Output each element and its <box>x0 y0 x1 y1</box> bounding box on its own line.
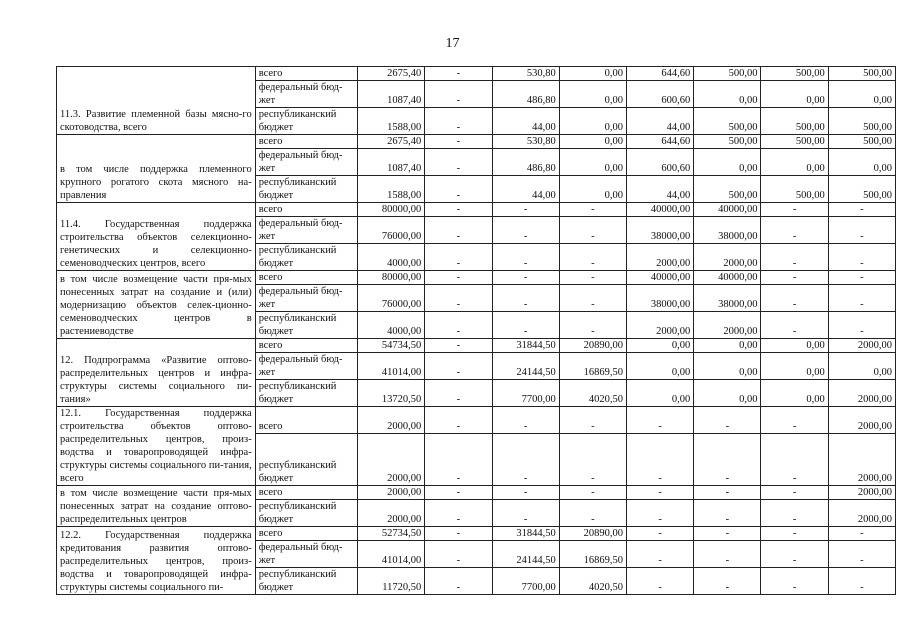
value-cell-col-5: 40000,00 <box>627 203 694 217</box>
value-cell-col-2: - <box>425 149 492 176</box>
value-cell-col-5: 600,60 <box>627 81 694 108</box>
measure-name-cell: 12. Подпрограмма «Развитие оптово-распределительных центров и инфра-структуры системы социального пи-тания» <box>57 339 256 407</box>
value-cell-col-6: 40000,00 <box>694 203 761 217</box>
value-cell-col-6: - <box>694 407 761 434</box>
value-cell-col-4: 20890,00 <box>559 339 626 353</box>
value-cell-col-5: 0,00 <box>627 380 694 407</box>
value-cell-col-7: - <box>761 217 828 244</box>
value-cell-col-7: - <box>761 486 828 500</box>
value-cell-col-2: - <box>425 285 492 312</box>
value-cell-col-4: 4020,50 <box>559 568 626 595</box>
value-cell-col-8: - <box>828 285 895 312</box>
value-cell-col-4: - <box>559 203 626 217</box>
value-cell-col-4: 0,00 <box>559 67 626 81</box>
value-cell-col-8: 0,00 <box>828 149 895 176</box>
value-cell-col-5: 38000,00 <box>627 285 694 312</box>
funding-source-cell: федеральный бюд-жет <box>255 541 357 568</box>
value-cell-col-2: - <box>425 176 492 203</box>
value-cell-col-3: - <box>492 217 559 244</box>
value-cell-col-3: 530,80 <box>492 135 559 149</box>
value-cell-col-8: 500,00 <box>828 67 895 81</box>
value-cell-col-5: 2000,00 <box>627 244 694 271</box>
value-cell-col-7: - <box>761 500 828 527</box>
value-cell-col-5: 0,00 <box>627 339 694 353</box>
value-cell-col-4: - <box>559 500 626 527</box>
table-row <box>57 67 896 81</box>
value-cell-col-5: - <box>627 433 694 485</box>
value-cell-col-8: 0,00 <box>828 353 895 380</box>
value-cell-col-6: 0,00 <box>694 149 761 176</box>
value-cell-col-8: 2000,00 <box>828 433 895 485</box>
value-cell-col-4: - <box>559 217 626 244</box>
value-cell-col-5: 44,00 <box>627 108 694 135</box>
value-cell-col-7: - <box>761 312 828 339</box>
value-cell-col-7: - <box>761 203 828 217</box>
value-cell-total: 52734,50 <box>358 527 425 541</box>
funding-source-cell: всего <box>255 271 357 285</box>
funding-source-cell: республиканский бюджет <box>255 500 357 527</box>
funding-source-cell: всего <box>255 135 357 149</box>
value-cell-col-7: 500,00 <box>761 135 828 149</box>
value-cell-col-3: 24144,50 <box>492 541 559 568</box>
value-cell-col-3: 44,00 <box>492 176 559 203</box>
value-cell-col-5: - <box>627 541 694 568</box>
value-cell-col-2: - <box>425 135 492 149</box>
value-cell-col-7: 0,00 <box>761 149 828 176</box>
measure-name-cell: 11.3. Развитие племенной базы мясно-го скотоводства, всего <box>57 67 256 135</box>
value-cell-col-8: 2000,00 <box>828 380 895 407</box>
value-cell-total: 4000,00 <box>358 244 425 271</box>
value-cell-col-8: - <box>828 527 895 541</box>
value-cell-col-2: - <box>425 486 492 500</box>
value-cell-col-8: - <box>828 541 895 568</box>
funding-source-cell: республиканский бюджет <box>255 176 357 203</box>
value-cell-col-5: 0,00 <box>627 353 694 380</box>
value-cell-col-7: - <box>761 285 828 312</box>
value-cell-col-8: 2000,00 <box>828 500 895 527</box>
value-cell-col-2: - <box>425 271 492 285</box>
value-cell-col-4: 0,00 <box>559 149 626 176</box>
value-cell-col-2: - <box>425 203 492 217</box>
funding-source-cell: республиканский бюджет <box>255 568 357 595</box>
value-cell-col-6: 0,00 <box>694 380 761 407</box>
page-number: 17 <box>445 36 460 51</box>
value-cell-col-3: 486,80 <box>492 81 559 108</box>
value-cell-col-3: - <box>492 486 559 500</box>
value-cell-col-5: - <box>627 486 694 500</box>
value-cell-total: 4000,00 <box>358 312 425 339</box>
measure-name-cell: в том числе возмещение части пря-мых понесенных затрат на создание и (или) модернизацию объектов селек-ционно-семеноводческих центров в растениеводстве <box>57 271 256 339</box>
value-cell-col-2: - <box>425 407 492 434</box>
measure-name-cell: в том числе возмещение части пря-мых понесенных затрат на создание оптово-распределительных центров <box>57 486 256 527</box>
value-cell-col-7: - <box>761 433 828 485</box>
value-cell-col-7: 500,00 <box>761 108 828 135</box>
value-cell-col-6: - <box>694 568 761 595</box>
value-cell-total: 80000,00 <box>358 203 425 217</box>
value-cell-col-6: 2000,00 <box>694 312 761 339</box>
value-cell-col-5: 644,60 <box>627 67 694 81</box>
value-cell-col-7: - <box>761 407 828 434</box>
funding-source-cell: федеральный бюд-жет <box>255 149 357 176</box>
value-cell-col-5: 40000,00 <box>627 271 694 285</box>
value-cell-col-2: - <box>425 500 492 527</box>
funding-source-cell: федеральный бюд-жет <box>255 81 357 108</box>
value-cell-col-3: - <box>492 500 559 527</box>
value-cell-total: 2000,00 <box>358 433 425 485</box>
funding-source-cell: всего <box>255 339 357 353</box>
table-row <box>57 135 896 149</box>
value-cell-col-3: - <box>492 203 559 217</box>
funding-source-cell: всего <box>255 203 357 217</box>
value-cell-col-4: 16869,50 <box>559 353 626 380</box>
value-cell-total: 2000,00 <box>358 486 425 500</box>
value-cell-col-4: 0,00 <box>559 135 626 149</box>
value-cell-col-4: 16869,50 <box>559 541 626 568</box>
value-cell-col-4: - <box>559 312 626 339</box>
value-cell-col-7: 500,00 <box>761 67 828 81</box>
value-cell-col-4: - <box>559 285 626 312</box>
value-cell-total: 2000,00 <box>358 500 425 527</box>
value-cell-col-5: 2000,00 <box>627 312 694 339</box>
value-cell-total: 41014,00 <box>358 541 425 568</box>
value-cell-col-3: 44,00 <box>492 108 559 135</box>
value-cell-total: 1588,00 <box>358 176 425 203</box>
value-cell-col-8: - <box>828 203 895 217</box>
value-cell-col-3: 7700,00 <box>492 568 559 595</box>
value-cell-col-6: 40000,00 <box>694 271 761 285</box>
table-row <box>57 527 896 541</box>
value-cell-col-4: - <box>559 244 626 271</box>
value-cell-col-3: 31844,50 <box>492 339 559 353</box>
value-cell-col-6: - <box>694 433 761 485</box>
funding-source-cell: республиканский бюджет <box>255 380 357 407</box>
value-cell-col-8: 2000,00 <box>828 486 895 500</box>
value-cell-col-2: - <box>425 527 492 541</box>
value-cell-total: 54734,50 <box>358 339 425 353</box>
value-cell-col-5: 38000,00 <box>627 217 694 244</box>
value-cell-col-8: - <box>828 217 895 244</box>
value-cell-col-7: 0,00 <box>761 353 828 380</box>
value-cell-col-8: 2000,00 <box>828 339 895 353</box>
value-cell-total: 13720,50 <box>358 380 425 407</box>
value-cell-col-8: - <box>828 244 895 271</box>
value-cell-col-6: 0,00 <box>694 81 761 108</box>
value-cell-col-6: 500,00 <box>694 108 761 135</box>
value-cell-col-6: 500,00 <box>694 135 761 149</box>
funding-source-cell: федеральный бюд-жет <box>255 217 357 244</box>
funding-source-cell: республиканский бюджет <box>255 244 357 271</box>
value-cell-total: 80000,00 <box>358 271 425 285</box>
value-cell-col-7: 500,00 <box>761 176 828 203</box>
value-cell-col-3: - <box>492 407 559 434</box>
value-cell-col-6: 0,00 <box>694 339 761 353</box>
value-cell-col-4: - <box>559 486 626 500</box>
value-cell-col-2: - <box>425 81 492 108</box>
value-cell-col-6: - <box>694 541 761 568</box>
value-cell-col-3: - <box>492 285 559 312</box>
value-cell-col-2: - <box>425 380 492 407</box>
value-cell-total: 76000,00 <box>358 217 425 244</box>
value-cell-col-7: - <box>761 541 828 568</box>
value-cell-col-5: - <box>627 407 694 434</box>
value-cell-col-2: - <box>425 67 492 81</box>
value-cell-col-3: 24144,50 <box>492 353 559 380</box>
value-cell-col-4: 0,00 <box>559 108 626 135</box>
value-cell-col-8: 2000,00 <box>828 407 895 434</box>
value-cell-col-2: - <box>425 568 492 595</box>
value-cell-col-5: 44,00 <box>627 176 694 203</box>
table-row <box>57 486 896 500</box>
value-cell-col-7: - <box>761 271 828 285</box>
value-cell-col-7: 0,00 <box>761 339 828 353</box>
value-cell-col-8: - <box>828 271 895 285</box>
value-cell-col-5: - <box>627 568 694 595</box>
value-cell-col-2: - <box>425 339 492 353</box>
measure-name-cell: 12.2. Государственная поддержка кредитования развития оптово-распределительных центров, произ-водства и товаропроводящей инфра-структуры системы социального пи- <box>57 527 256 595</box>
value-cell-col-7: 0,00 <box>761 81 828 108</box>
value-cell-total: 1588,00 <box>358 108 425 135</box>
funding-source-cell: всего <box>255 527 357 541</box>
value-cell-col-6: - <box>694 527 761 541</box>
value-cell-col-2: - <box>425 353 492 380</box>
value-cell-col-3: - <box>492 244 559 271</box>
value-cell-col-3: - <box>492 271 559 285</box>
value-cell-col-8: 500,00 <box>828 108 895 135</box>
funding-source-cell: республиканский бюджет <box>255 312 357 339</box>
value-cell-col-8: - <box>828 312 895 339</box>
value-cell-col-6: 38000,00 <box>694 217 761 244</box>
value-cell-col-2: - <box>425 244 492 271</box>
value-cell-col-6: 38000,00 <box>694 285 761 312</box>
value-cell-total: 1087,40 <box>358 149 425 176</box>
value-cell-col-4: - <box>559 407 626 434</box>
value-cell-col-6: 0,00 <box>694 353 761 380</box>
table-body <box>57 67 896 595</box>
value-cell-total: 2675,40 <box>358 67 425 81</box>
funding-source-cell: всего <box>255 486 357 500</box>
value-cell-col-2: - <box>425 433 492 485</box>
value-cell-col-8: - <box>828 568 895 595</box>
value-cell-total: 2675,40 <box>358 135 425 149</box>
measure-name-cell: 11.4. Государственная поддержка строительства объектов селекционно-генетических и селекционно-семеноводческих центров, всего <box>57 203 256 271</box>
funding-source-cell: республиканский бюджет <box>255 433 357 485</box>
value-cell-col-4: 4020,50 <box>559 380 626 407</box>
value-cell-col-8: 0,00 <box>828 81 895 108</box>
table-row <box>57 203 896 217</box>
value-cell-total: 76000,00 <box>358 285 425 312</box>
value-cell-col-6: - <box>694 486 761 500</box>
budget-table <box>56 66 896 595</box>
value-cell-col-4: 0,00 <box>559 81 626 108</box>
value-cell-col-5: 644,60 <box>627 135 694 149</box>
measure-name-cell: 12.1. Государственная поддержка строительства объектов оптово-распределительных центров, произ-водства и товаропроводящей инфра-структуры системы социального пи-тания, всего <box>57 407 256 486</box>
value-cell-col-6: 500,00 <box>694 67 761 81</box>
value-cell-col-6: 500,00 <box>694 176 761 203</box>
measure-name-cell: в том числе поддержка племенного крупного рогатого скота мясного на-правления <box>57 135 256 203</box>
value-cell-col-8: 500,00 <box>828 176 895 203</box>
funding-source-cell: всего <box>255 67 357 81</box>
value-cell-col-5: - <box>627 500 694 527</box>
value-cell-col-4: 0,00 <box>559 176 626 203</box>
value-cell-col-5: 600,60 <box>627 149 694 176</box>
value-cell-col-6: - <box>694 500 761 527</box>
value-cell-col-7: - <box>761 244 828 271</box>
value-cell-col-7: 0,00 <box>761 380 828 407</box>
table-row <box>57 271 896 285</box>
funding-source-cell: всего <box>255 407 357 434</box>
value-cell-col-7: - <box>761 568 828 595</box>
funding-source-cell: федеральный бюд-жет <box>255 285 357 312</box>
table-row <box>57 339 896 353</box>
value-cell-col-3: 530,80 <box>492 67 559 81</box>
value-cell-col-5: - <box>627 527 694 541</box>
value-cell-total: 11720,50 <box>358 568 425 595</box>
funding-source-cell: республиканский бюджет <box>255 108 357 135</box>
value-cell-col-4: - <box>559 271 626 285</box>
value-cell-col-3: - <box>492 433 559 485</box>
value-cell-col-3: 31844,50 <box>492 527 559 541</box>
funding-source-cell: федеральный бюд-жет <box>255 353 357 380</box>
value-cell-col-3: 486,80 <box>492 149 559 176</box>
value-cell-col-3: 7700,00 <box>492 380 559 407</box>
value-cell-col-3: - <box>492 312 559 339</box>
value-cell-col-4: 20890,00 <box>559 527 626 541</box>
value-cell-col-2: - <box>425 312 492 339</box>
value-cell-col-2: - <box>425 217 492 244</box>
value-cell-col-2: - <box>425 541 492 568</box>
value-cell-col-8: 500,00 <box>828 135 895 149</box>
value-cell-total: 1087,40 <box>358 81 425 108</box>
value-cell-total: 41014,00 <box>358 353 425 380</box>
value-cell-col-7: - <box>761 527 828 541</box>
value-cell-total: 2000,00 <box>358 407 425 434</box>
value-cell-col-4: - <box>559 433 626 485</box>
table-row <box>57 407 896 434</box>
value-cell-col-2: - <box>425 108 492 135</box>
value-cell-col-6: 2000,00 <box>694 244 761 271</box>
